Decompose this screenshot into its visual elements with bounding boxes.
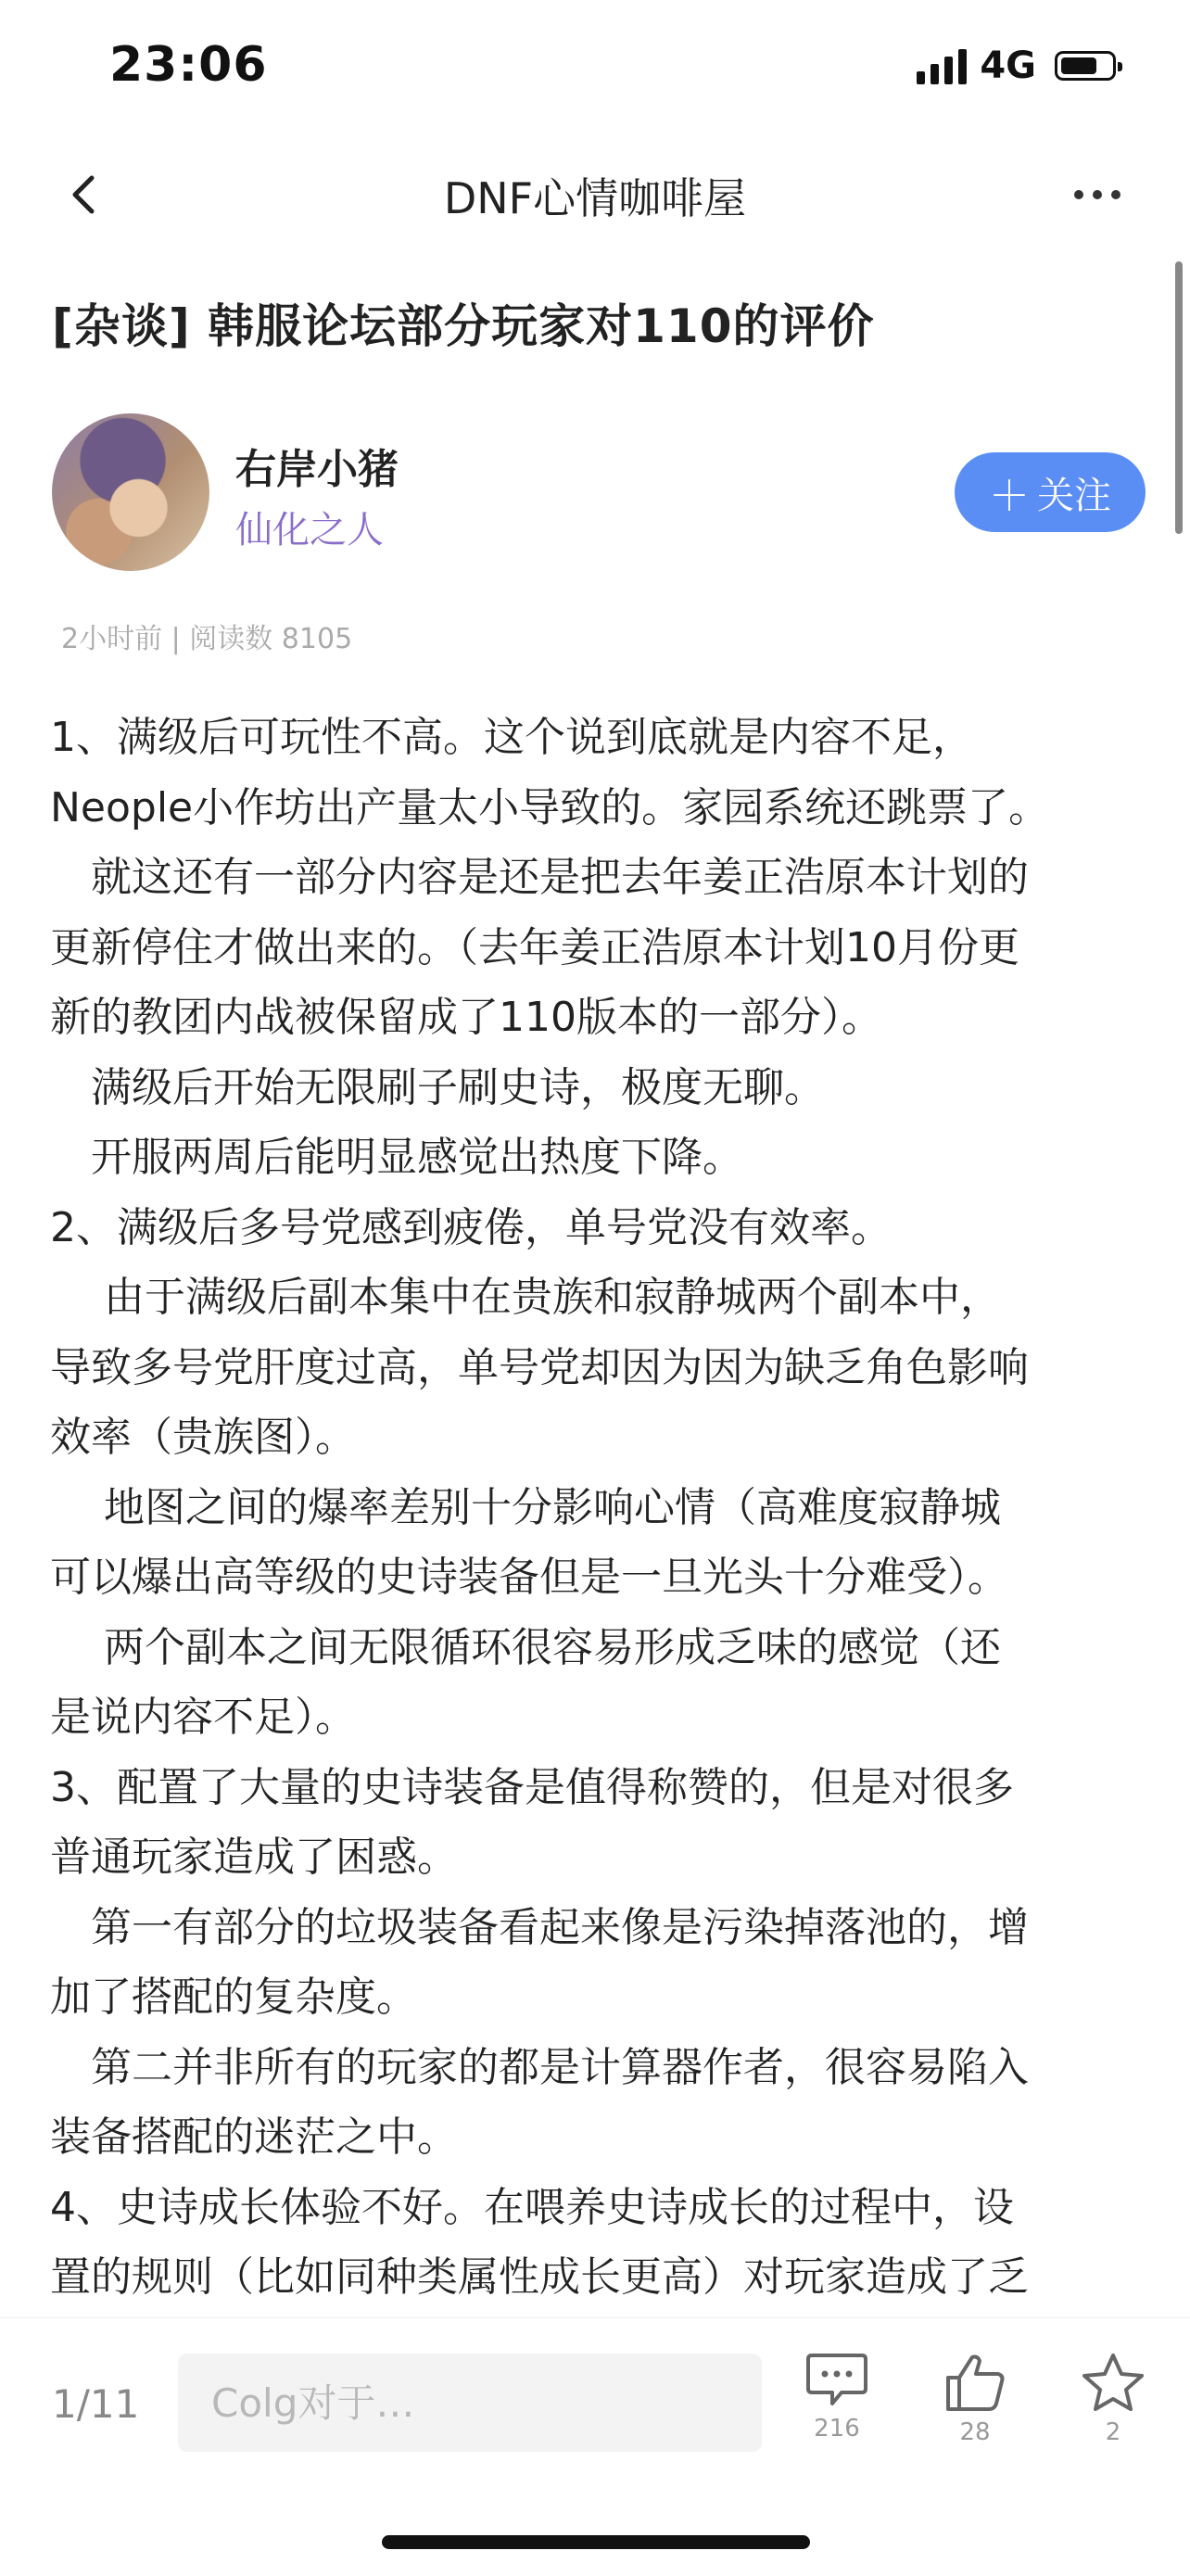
post-meta: 2小时前 | 阅读数 8105 bbox=[61, 623, 353, 655]
content-line: 由于满级后副本集中在贵族和寂静城两个副本中， bbox=[50, 1274, 1001, 1321]
content-line: 装备搭配的迷茫之中。 bbox=[50, 2113, 458, 2161]
star-icon bbox=[1081, 2352, 1146, 2413]
status-bar bbox=[0, 0, 1190, 139]
follow-button[interactable] bbox=[955, 452, 1146, 532]
author-tag: 仙化之人 bbox=[235, 509, 384, 552]
content-line: Neople小作坊出产量太小导致的。家园系统还跳票了。 bbox=[50, 783, 1050, 831]
favorite-button[interactable] bbox=[1062, 2352, 1164, 2446]
content-line: 置的规则（比如同种类属性成长更高）对玩家造成了乏 bbox=[50, 2253, 1029, 2301]
like-button[interactable] bbox=[924, 2352, 1026, 2446]
comment-input[interactable] bbox=[178, 2354, 762, 2452]
content-line: 新的教团内战被保留成了110版本的一部分）。 bbox=[50, 994, 882, 1041]
network-label: 4G bbox=[980, 44, 1036, 87]
content-line: 开服两周后能明显感觉出热度下降。 bbox=[50, 1134, 743, 1181]
nav-bar bbox=[0, 139, 1190, 250]
content-line: 1、满级后可玩性不高。这个说到底就是内容不足， bbox=[50, 714, 973, 761]
content-line: 可以爆出高等级的史诗装备但是一旦光头十分难受）。 bbox=[50, 1554, 1008, 1601]
author-block bbox=[52, 413, 1146, 571]
content-line: 是说内容不足）。 bbox=[50, 1694, 356, 1741]
favorites-count: 2 bbox=[1105, 2418, 1121, 2446]
home-indicator[interactable] bbox=[382, 2535, 810, 2549]
comments-button[interactable] bbox=[786, 2352, 888, 2443]
author-name[interactable]: 右岸小猪 bbox=[235, 446, 399, 493]
post-content bbox=[50, 703, 1144, 2313]
more-options-icon[interactable] bbox=[1060, 167, 1134, 222]
avatar[interactable] bbox=[52, 413, 209, 571]
content-line: 3、配置了大量的史诗装备是值得称赞的，但是对很多 bbox=[50, 1763, 1014, 1811]
nav-title: DNF心情咖啡屋 bbox=[443, 173, 747, 223]
content-line: 4、史诗成长体验不好。在喂养史诗成长的过程中，设 bbox=[50, 2183, 1014, 2231]
battery-icon bbox=[1055, 51, 1116, 81]
content-line: 效率（贵族图）。 bbox=[50, 1414, 356, 1461]
page-indicator[interactable]: 1/11 bbox=[52, 2381, 140, 2427]
follow-label: 关注 bbox=[1037, 475, 1111, 516]
content-line: 普通玩家造成了困惑。 bbox=[50, 1834, 458, 1881]
plus-icon: ＋ bbox=[989, 474, 1030, 519]
content-line: 就这还有一部分内容是还是把去年姜正浩原本计划的 bbox=[50, 854, 1029, 901]
content-line: 加了搭配的复杂度。 bbox=[50, 1973, 417, 2021]
content-line: 两个副本之间无限循环很容易形成乏味的感觉（还 bbox=[50, 1623, 1001, 1671]
content-line: 地图之间的爆率差别十分影响心情（高难度寂静城 bbox=[50, 1483, 1001, 1531]
thumbs-up-icon bbox=[943, 2352, 1007, 2413]
content-line: 导致多号党肝度过高，单号党却因为因为缺乏角色影响 bbox=[50, 1343, 1029, 1391]
comment-icon bbox=[804, 2352, 869, 2409]
content-line: 2、满级后多号党感到疲倦，单号党没有效率。 bbox=[50, 1203, 892, 1251]
comments-count: 216 bbox=[814, 2415, 860, 2443]
content-line: 更新停住才做出来的。（去年姜正浩原本计划10月份更 bbox=[50, 923, 1019, 971]
signal-icon bbox=[917, 47, 967, 84]
status-indicators bbox=[917, 44, 1116, 87]
content-line: 满级后开始无限刷子刷史诗，极度无聊。 bbox=[50, 1063, 825, 1111]
likes-count: 28 bbox=[959, 2418, 991, 2446]
scrollbar[interactable] bbox=[1175, 261, 1183, 534]
status-time: 23:06 bbox=[109, 37, 268, 93]
content-line: 第二并非所有的玩家的都是计算器作者，很容易陷入 bbox=[50, 2043, 1029, 2091]
post-title: [杂谈] 韩服论坛部分玩家对110的评价 bbox=[52, 299, 875, 353]
content-line: 第一有部分的垃圾装备看起来像是污染掉落池的，增 bbox=[50, 1903, 1029, 1951]
